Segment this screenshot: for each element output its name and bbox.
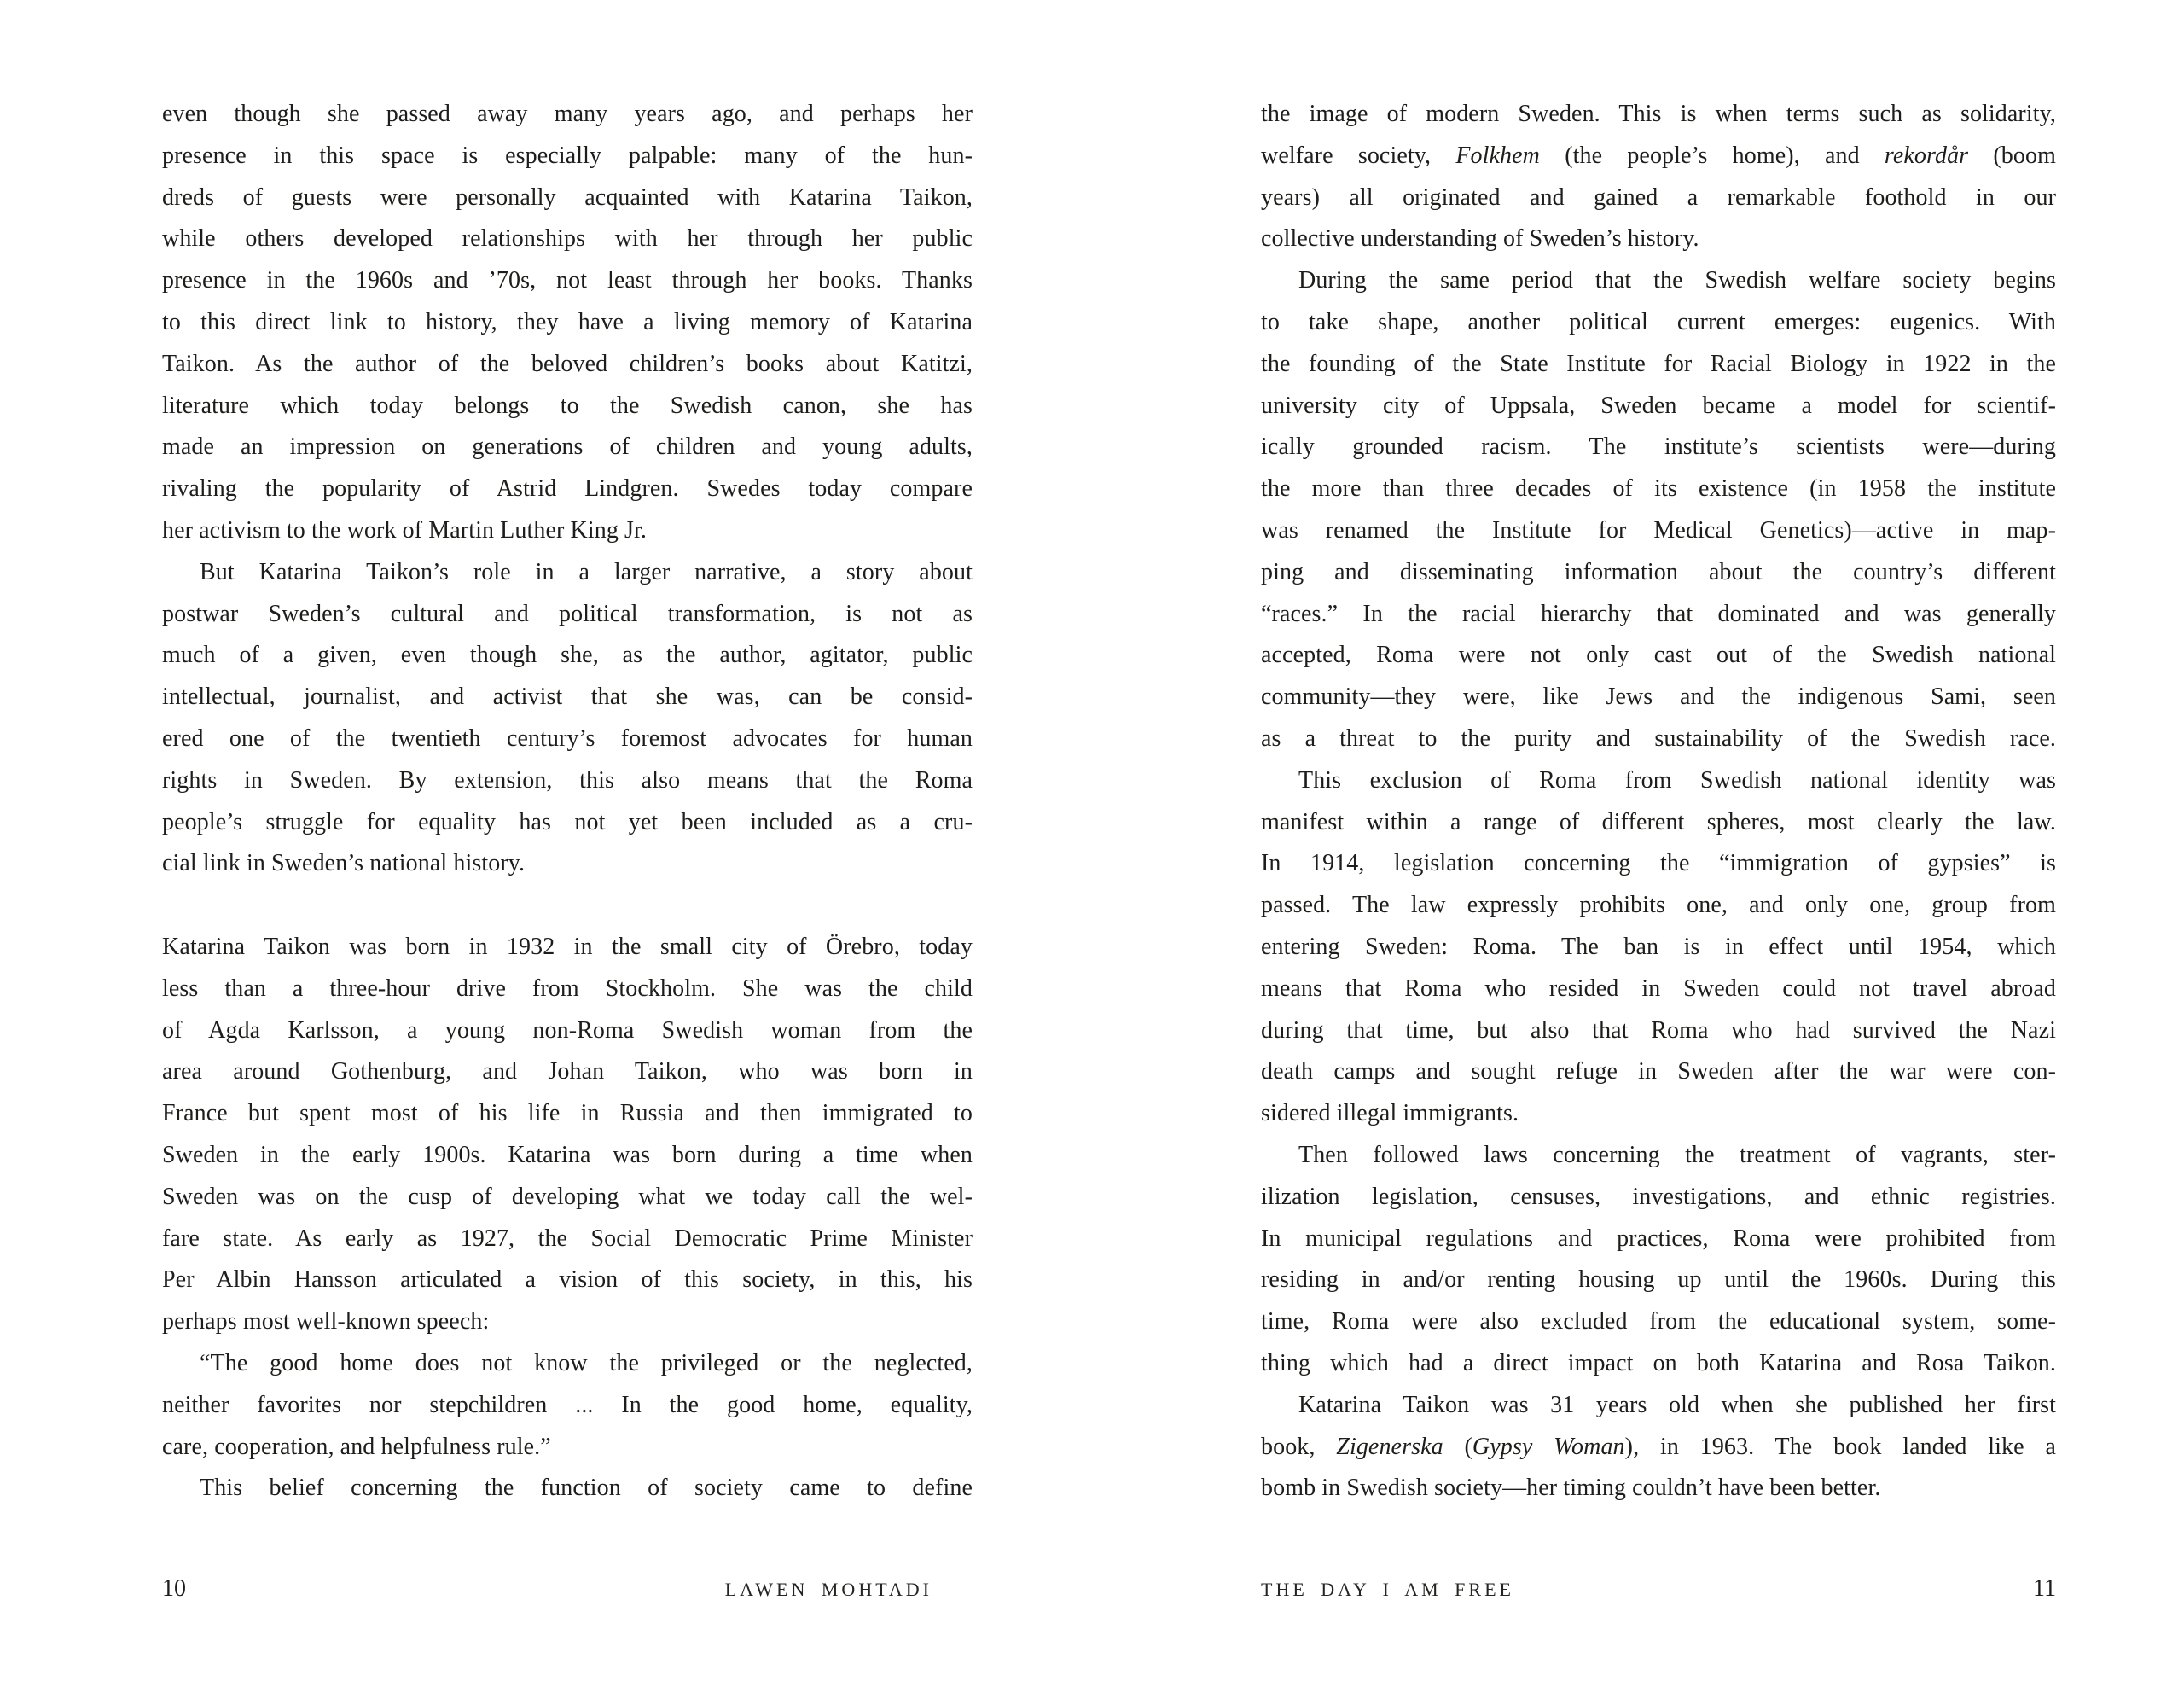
text-line: entering Sweden: Roma. The ban is in effect until 1954, which — [1261, 933, 2056, 960]
text-line: rights in Sweden. By extension, this also means that the Roma — [162, 766, 973, 794]
text-line: intellectual, journalist, and activist that she was, can be consid- — [162, 684, 973, 711]
paragraph — [162, 927, 973, 1343]
text-line: years) all originated and gained a remarkable foothold in our — [1261, 183, 2056, 211]
paragraph — [162, 1343, 973, 1468]
text-line: university city of Uppsala, Sweden became a model for scientif- — [1261, 392, 2056, 419]
text-line: fare state. As early as 1927, the Social Democratic Prime Minister — [162, 1225, 973, 1252]
text-line: death camps and sought refuge in Sweden after the war were con- — [1261, 1058, 2056, 1085]
text-line: as a threat to the purity and sustainability of the Swedish race. — [1261, 724, 2056, 752]
paragraph — [1261, 94, 2056, 260]
text-line: cial link in Sweden’s national history. — [162, 850, 526, 877]
text-line: to this direct link to history, they have a living memory of Katarina — [162, 308, 973, 335]
page-number-left: 10 — [162, 1575, 186, 1602]
text-line: France but spent most of his life in Russia and then immigrated to — [162, 1100, 973, 1127]
running-footer-book-title: THE DAY I AM FREE — [1261, 1579, 1514, 1600]
text-line: bomb in Swedish society—her timing couldn’t have been better. — [1261, 1475, 1881, 1502]
text-line: the more than three decades of its existence (in 1958 the institute — [1261, 475, 2056, 503]
text-line: accepted, Roma were not only cast out of the Swedish national — [1261, 642, 2056, 669]
text-line: presence in this space is especially palpable: many of the hun- — [162, 142, 973, 169]
paragraph — [162, 552, 973, 885]
text-line: area around Gothenburg, and Johan Taikon, who was born in — [162, 1058, 973, 1085]
text-line: passed. The law expressly prohibits one, and only one, group from — [1261, 892, 2056, 919]
paragraph — [1261, 760, 2056, 1135]
text-line: “races.” In the racial hierarchy that dominated and was generally — [1261, 600, 2056, 627]
paragraph — [162, 1468, 973, 1510]
text-line: her activism to the work of Martin Luther King Jr. — [162, 516, 647, 544]
text-line: during that time, but also that Roma who had survived the Nazi — [1261, 1016, 2056, 1044]
text-line: to take shape, another political current emerges: eugenics. With — [1261, 308, 2056, 335]
text-line: perhaps most well-known speech: — [162, 1308, 490, 1335]
text-line: sidered illegal immigrants. — [1261, 1100, 1519, 1127]
text-line: care, cooperation, and helpfulness rule.” — [162, 1433, 551, 1460]
text-line: less than a three-hour drive from Stockholm. She was the child — [162, 975, 973, 1002]
text-line: community—they were, like Jews and the indigenous Sami, seen — [1261, 684, 2056, 711]
text-line: rivaling the popularity of Astrid Lindgren. Swedes today compare — [162, 475, 973, 503]
text-line: In municipal regulations and practices, Roma were prohibited from — [1261, 1225, 2056, 1252]
text-line: residing in and/or renting housing up until the 1960s. During this — [1261, 1266, 2056, 1294]
right-page-footer — [1261, 1575, 2056, 1609]
paragraph — [1261, 1385, 2056, 1510]
text-line: neither favorites nor stepchildren ... In the good home, equality, — [162, 1391, 973, 1418]
page-number-right: 11 — [2033, 1575, 2056, 1602]
text-line: welfare society, Folkhem (the people’s home), and rekordår (boom — [1261, 142, 2056, 169]
text-line: of Agda Karlsson, a young non-Roma Swedish woman from the — [162, 1016, 973, 1044]
paragraph — [1261, 260, 2056, 760]
text-line: In 1914, legislation concerning the “immigration of gypsies” is — [1261, 850, 2056, 877]
text-line: people’s struggle for equality has not yet been included as a cru- — [162, 808, 973, 835]
text-line: postwar Sweden’s cultural and political transformation, is not as — [162, 600, 973, 627]
text-line: dreds of guests were personally acquainted with Katarina Taikon, — [162, 183, 973, 211]
text-line: During the same period that the Swedish welfare society begins — [1298, 267, 2056, 294]
text-line: ping and disseminating information about the country’s different — [1261, 558, 2056, 585]
text-line: literature which today belongs to the Swedish canon, she has — [162, 392, 973, 419]
text-line: This belief concerning the function of society came to define — [200, 1475, 973, 1502]
text-line: “The good home does not know the privileged or the neglected, — [200, 1349, 973, 1376]
text-line: means that Roma who resided in Sweden could not travel abroad — [1261, 975, 2056, 1002]
text-line: book, Zigenerska (Gypsy Woman), in 1963. The book landed like a — [1261, 1433, 2056, 1460]
text-line: made an impression on generations of children and young adults, — [162, 433, 973, 461]
text-line: Per Albin Hansson articulated a vision of this society, in this, his — [162, 1266, 973, 1294]
text-line: presence in the 1960s and ’70s, not least through her books. Thanks — [162, 267, 973, 294]
running-footer-author: LAWEN MOHTADI — [724, 1579, 932, 1600]
left-page-text — [162, 94, 973, 1510]
text-line: collective understanding of Sweden’s history. — [1261, 225, 1699, 253]
text-line: manifest within a range of different spheres, most clearly the law. — [1261, 808, 2056, 835]
text-line: Sweden was on the cusp of developing what we today call the wel- — [162, 1183, 973, 1210]
text-line: was renamed the Institute for Medical Genetics)—active in map- — [1261, 516, 2056, 544]
text-line: time, Roma were also excluded from the educational system, some- — [1261, 1308, 2056, 1335]
text-line: ered one of the twentieth century’s foremost advocates for human — [162, 724, 973, 752]
text-line: Taikon. As the author of the beloved children’s books about Katitzi, — [162, 350, 973, 377]
paragraph — [1261, 1135, 2056, 1385]
text-line: Then followed laws concerning the treatment of vagrants, ster- — [1298, 1141, 2056, 1168]
text-line: This exclusion of Roma from Swedish national identity was — [1298, 766, 2056, 794]
text-line: But Katarina Taikon’s role in a larger narrative, a story about — [200, 558, 973, 585]
text-line: ilization legislation, censuses, investigations, and ethnic registries. — [1261, 1183, 2056, 1210]
text-line: while others developed relationships with her through her public — [162, 225, 973, 253]
text-line: the founding of the State Institute for Racial Biology in 1922 in the — [1261, 350, 2056, 377]
text-line: Katarina Taikon was born in 1932 in the small city of Örebro, today — [162, 933, 973, 960]
paragraph — [162, 94, 973, 552]
right-page-text — [1261, 94, 2056, 1510]
text-line: even though she passed away many years ago, and perhaps her — [162, 101, 973, 127]
text-line: Katarina Taikon was 31 years old when she published her first — [1298, 1391, 2056, 1418]
text-line: much of a given, even though she, as the author, agitator, public — [162, 642, 973, 669]
text-line: the image of modern Sweden. This is when terms such as solidarity, — [1261, 101, 2056, 127]
text-line: ically grounded racism. The institute’s scientists were—during — [1261, 433, 2056, 461]
left-page-footer — [162, 1575, 973, 1609]
text-line: thing which had a direct impact on both Katarina and Rosa Taikon. — [1261, 1349, 2056, 1376]
text-line: Sweden in the early 1900s. Katarina was born during a time when — [162, 1141, 973, 1168]
